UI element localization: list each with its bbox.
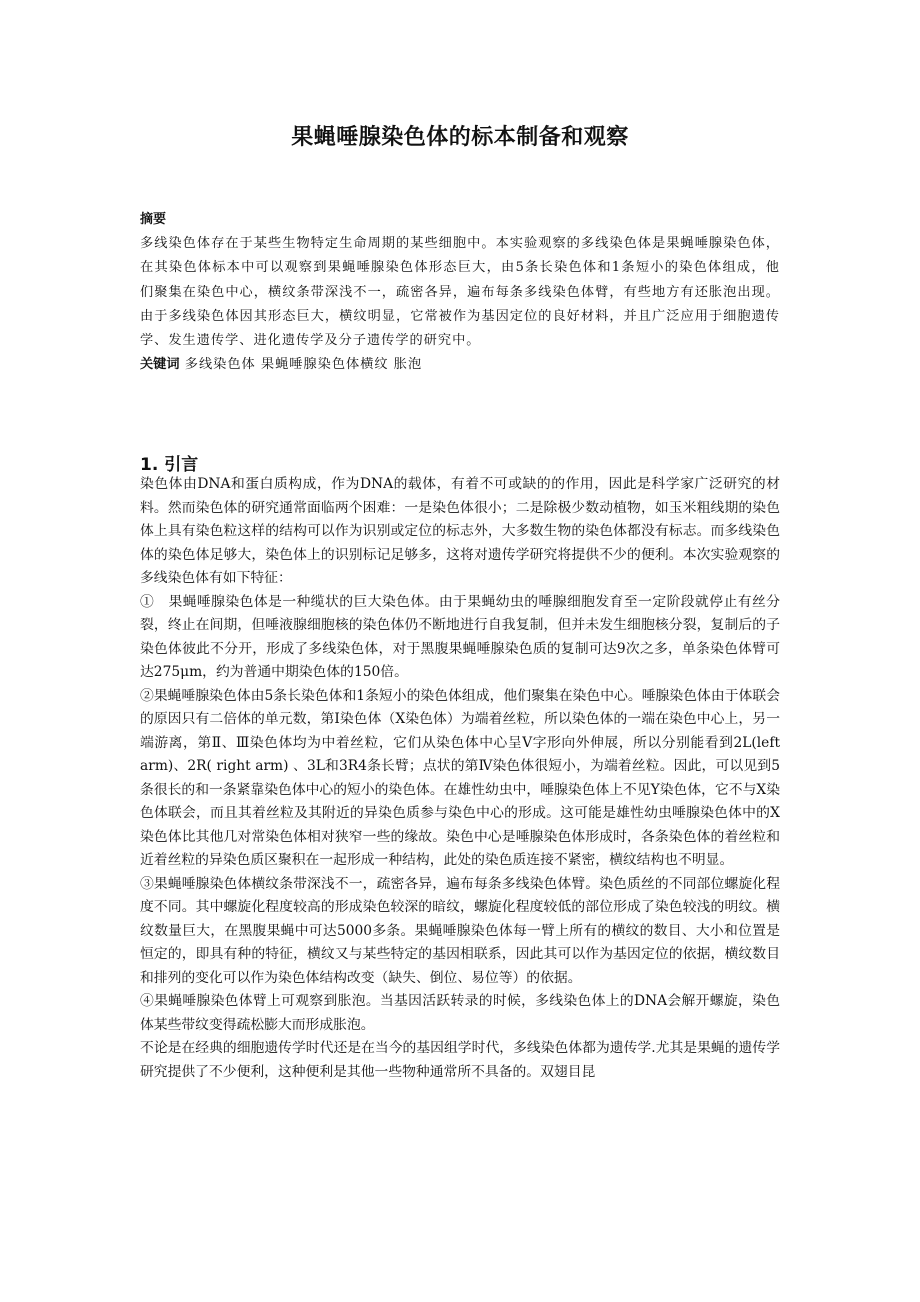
body-paragraph: ④果蝇唾腺染色体臂上可观察到胀泡。当基因活跃转录的时候，多线染色体上的DNA会解开螺旋，染色体某些带纹变得疏松膨大而形成胀泡。 (140, 993, 780, 1033)
keywords-line (140, 353, 780, 377)
body-paragraph: 染色体由DNA和蛋白质构成，作为DNA的载体，有着不可或缺的的作用，因此是科学家广泛研究的材料。然而染色体的研究通常面临两个困难：一是染色体很小；二是除极少数动植物，如玉米粗线期的染色体上具有染色粒这样的结构可以作为识别或定位的标志外，大多数生物的染色体都没有标志。而多线染色体的染色体足够大，染色体上的识别标记足够多，这将对遗传学研究将提供不少的便利。本次实验观察的多线染色体有如下特征： (140, 476, 780, 586)
section-heading: 1. 引言 (140, 455, 199, 475)
document-title: 果蝇唾腺染色体的标本制备和观察 (291, 125, 629, 150)
abstract-label: 摘要 (140, 212, 167, 227)
keywords-text: 多线染色体 果蝇唾腺染色体横纹 胀泡 (184, 357, 423, 373)
body-paragraph: ②果蝇唾腺染色体由5条长染色体和1条短小的染色体组成，他们聚集在染色中心。唾腺染色体由于体联会的原因只有二倍体的单元数，第Ⅰ染色体（X染色体）为端着丝粒，所以染色体的一端在染色中心上，另一端游离，第Ⅱ、Ⅲ染色体均为中着丝粒，它们从染色体中心呈V字形向外伸展，所以分别能看到2L(left arm)、2R( right arm) 、3L和3R4条长臂；点状的第Ⅳ染色体很短小，为端着丝粒。因此，可以见到5条很长的和一条紧靠染色体中心的短小的染色体。在雄性幼虫中，唾腺染色体上不见Y染色体，它不与X染色体联会，而且其着丝粒及其附近的异染色质参与染色中心的形成。这可能是雄性幼虫唾腺染色体中的X染色体比其他几对常染色体相对狭窄一些的缘故。染色中心是唾腺染色体形成时，各条染色体的着丝粒和近着丝粒的异染色质区聚积在一起形成一种结构，此处的染色质连接不紧密，横纹结构也不明显。 (140, 687, 780, 868)
keywords-label: 关键词 (140, 357, 180, 373)
body-paragraph: ① 果蝇唾腺染色体是一种缆状的巨大染色体。由于果蝇幼虫的唾腺细胞发育至一定阶段就停止有丝分裂，终止在间期，但唾液腺细胞核的染色体仍不断地进行自我复制，但并未发生细胞核分裂，复制后的子染色体彼此不分开，形成了多线染色体，对于黑腹果蝇唾腺染色质的复制可达9次之多，单条染色体臂可达275μm，约为普通中期染色体的150倍。 (140, 593, 780, 680)
body-paragraph: 不论是在经典的细胞遗传学时代还是在当今的基因组学时代，多线染色体都为遗传学.尤其是果蝇的遗传学研究提供了不少便利，这种便利是其他一些物种通常所不具备的。双翅目昆 (140, 1040, 780, 1080)
abstract-block (140, 232, 780, 378)
abstract-text: 多线染色体存在于某些生物特定生命周期的某些细胞中。本实验观察的多线染色体是果蝇唾腺染色体，在其染色体标本中可以观察到果蝇唾腺染色体形态巨大，由5条长染色体和1条短小的染色体组成，他们聚集在染色中心，横纹条带深浅不一，疏密各异，遍布每条多线染色体臂，有些地方有还胀泡出现。由于多线染色体因其形态巨大，横纹明显，它常被作为基因定位的良好材料，并且广泛应用于细胞遗传学、发生遗传学、进化遗传学及分子遗传学的研究中。 (140, 236, 780, 349)
section-body (140, 473, 780, 1084)
body-paragraph: ③果蝇唾腺染色体横纹条带深浅不一，疏密各异，遍布每条多线染色体臂。染色质丝的不同部位螺旋化程度不同。其中螺旋化程度较高的形成染色较深的暗纹，螺旋化程度较低的部位形成了染色较浅的明纹。横纹数量巨大，在黑腹果蝇中可达5000多条。果蝇唾腺染色体每一臂上所有的横纹的数目、大小和位置是恒定的，即具有种的特征，横纹又与某些特定的基因相联系，因此其可以作为基因定位的依据，横纹数目和排列的变化可以作为染色体结构改变（缺失、倒位、易位等）的依据。 (140, 875, 780, 986)
